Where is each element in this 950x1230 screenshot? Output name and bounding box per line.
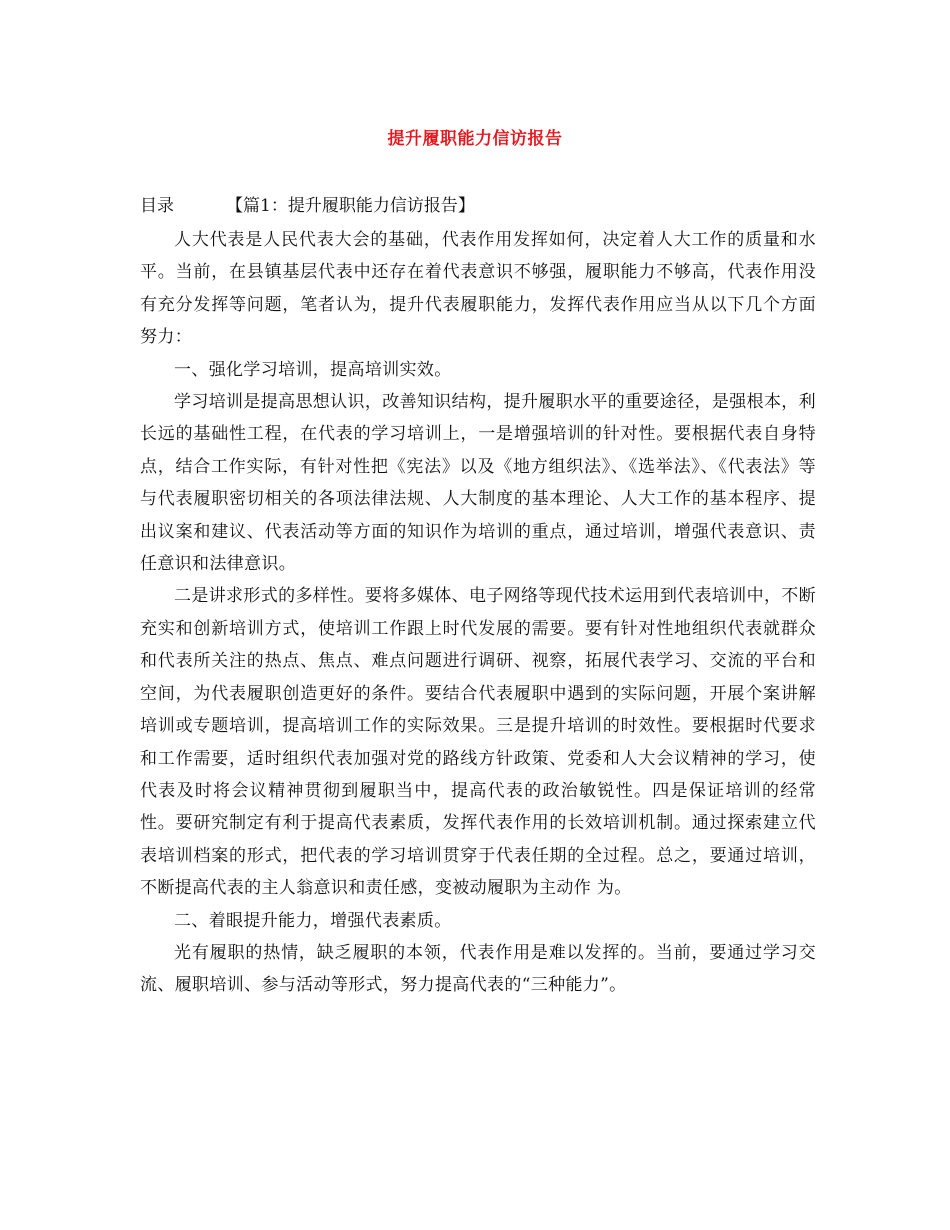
document-body xyxy=(140,224,816,1002)
section-heading-1: 一、强化学习培训，提高培训实效。 xyxy=(174,359,452,380)
paragraph-training: 学习培训是提高思想认识，改善知识结构，提升履职水平的重要途径，是强根本，利长远的基础性工程，在代表的学习培训上，一是增强培训的针对性。要根据代表自身特点，结合工作实际，有针对性把《宪法》以及《地方组织法》、《选举法》、《代表法》等与代表履职密切相关的各项法律法规、人大制度的基本理论、人大工作的基本程序、提出议案和建议、代表活动等方面的知识作为培训的重点，通过培训，增强代表意识、责任意识和法律意识。 xyxy=(140,392,816,575)
table-of-contents xyxy=(140,193,475,219)
paragraph-forms: 二是讲求形式的多样性。要将多媒体、电子网络等现代技术运用到代表培训中，不断充实和创新培训方式，使培训工作跟上时代发展的需要。要有针对性地组织代表就群众和代表所关注的热点、焦点、难点问题进行调研、视察，拓展代表学习、交流的平台和空间，为代表履职创造更好的条件。要结合代表履职中遇到的实际问题，开展个案讲解培训或专题培训，提高培训工作的实际效果。三是提升培训的时效性。要根据时代要求和工作需要，适时组织代表加强对党的路线方针政策、党委和人大会议精神的学习，使代表及时将会议精神贯彻到履职当中，提高代表的政治敏锐性。四是保证培训的经常性。要研究制定有利于提高代表素质，发挥代表作用的长效培训机制。通过探索建立代表培训档案的形式，把代表的学习培训贯穿于代表任期的全过程。总之，要通过培训，不断提高代表的主人翁意识和责任感，变被动履职为主动作 为。 xyxy=(140,586,816,899)
document-title: 提升履职能力信访报告 xyxy=(387,129,563,149)
toc-entry[interactable]: 【篇1：提升履职能力信访报告】 xyxy=(226,196,475,216)
paragraph-abilities: 光有履职的热情，缺乏履职的本领，代表作用是难以发挥的。当前，要通过学习交流、履职培训、参与活动等形式，努力提高代表的“三种能力”。 xyxy=(140,942,816,996)
section-heading-2: 二、着眼提升能力，增强代表素质。 xyxy=(174,910,452,931)
toc-label: 目录 xyxy=(140,196,174,216)
paragraph-intro: 人大代表是人民代表大会的基础，代表作用发挥如何，决定着人大工作的质量和水平。当前，在县镇基层代表中还存在着代表意识不够强，履职能力不够高，代表作用没有充分发挥等问题，笔者认为，提升代表履职能力，发挥代表作用应当从以下几个方面努力： xyxy=(140,230,816,348)
